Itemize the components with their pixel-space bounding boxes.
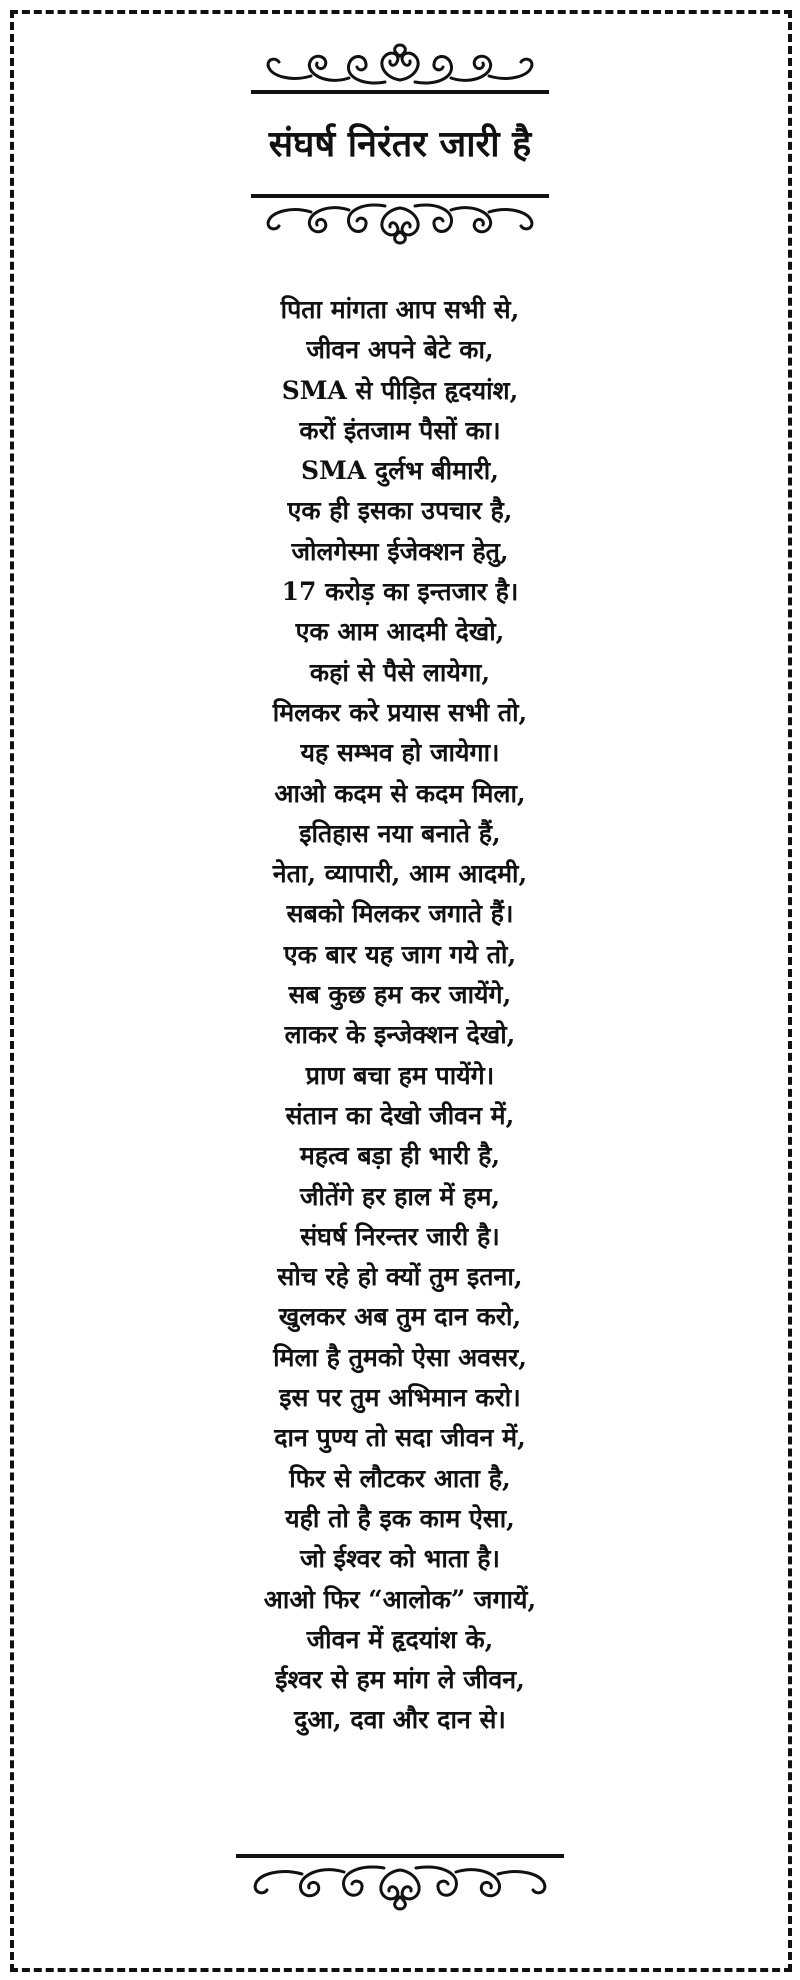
- poem-line: प्राण बचा हम पायेंगे।: [305, 1060, 495, 1090]
- poem-line: लाकर के इन्जेक्शन देखो,: [284, 1020, 516, 1050]
- poem-line: ईश्वर से हम मांग ले जीवन,: [275, 1665, 525, 1695]
- poem-line: महत्व बड़ा ही भारी है,: [299, 1141, 501, 1171]
- poem-line: आओ फिर “आलोक” जगायें,: [263, 1584, 537, 1614]
- title-ornament: [0, 190, 800, 246]
- poem-line: SMA से पीड़ित हृदयांश,: [281, 375, 519, 405]
- poem-line: खुलकर अब तुम दान करो,: [278, 1302, 522, 1332]
- poem-body: [0, 290, 800, 1741]
- poem-line: जीतेंगे हर हाल में हम,: [299, 1181, 501, 1211]
- bottom-ornament: [0, 1850, 800, 1912]
- poem-line: सब कुछ हम कर जायेंगे,: [288, 980, 512, 1010]
- poem-line: जीवन में हृदयांश के,: [306, 1624, 494, 1654]
- poem-line: नेता, व्यापारी, आम आदमी,: [272, 859, 528, 889]
- poem-line: फिर से लौटकर आता है,: [289, 1463, 511, 1493]
- poem-line: SMA दुर्लभ बीमारी,: [301, 456, 499, 486]
- floral-ornament-icon: [230, 1850, 570, 1912]
- poem-line: सबको मिलकर जगाते हैं।: [286, 899, 514, 929]
- poem-line: दुआ, दवा और दान से।: [294, 1705, 506, 1735]
- poem-line: इस पर तुम अभिमान करो।: [279, 1383, 521, 1413]
- poem-line: सोच रहे हो क्यों तुम इतना,: [277, 1262, 523, 1292]
- poem-line: इतिहास नया बनाते हैं,: [299, 818, 501, 848]
- poem-line: एक ही इसका उपचार है,: [287, 496, 513, 526]
- poem-line: जोलगेस्मा ईजेक्शन हेतु,: [291, 536, 509, 566]
- floral-ornament-icon: [245, 190, 555, 246]
- poem-line: आओ कदम से कदम मिला,: [274, 778, 526, 808]
- poem-line: यह सम्भव हो जायेगा।: [300, 738, 500, 768]
- poem-line: जो ईश्वर को भाता है।: [299, 1544, 501, 1574]
- poem-line: संतान का देखो जीवन में,: [285, 1100, 515, 1130]
- poem-line: दान पुण्य तो सदा जीवन में,: [274, 1423, 526, 1453]
- poem-line: मिलकर करे प्रयास सभी तो,: [272, 697, 528, 727]
- poem-line: यही तो है इक काम ऐसा,: [285, 1503, 515, 1533]
- poem-line: मिला है तुमको ऐसा अवसर,: [273, 1342, 527, 1372]
- poem-line: संघर्ष निरन्तर जारी है।: [300, 1221, 500, 1251]
- poem-line: जीवन अपने बेटे का,: [306, 335, 494, 365]
- poem-line: एक आम आदमी देखो,: [295, 617, 505, 647]
- poem-line: एक बार यह जाग गये तो,: [283, 939, 517, 969]
- poem-title: संघर्ष निरंतर जारी है: [268, 123, 532, 165]
- poem-line: करों इंतजाम पैसों का।: [299, 415, 501, 445]
- poem-line: कहां से पैसे लायेगा,: [309, 657, 491, 687]
- poem-line: 17 करोड़ का इन्तजार है।: [281, 577, 519, 607]
- poem-line: पिता मांगता आप सभी से,: [280, 295, 520, 324]
- floral-ornament-icon: [245, 42, 555, 98]
- top-ornament: [0, 42, 800, 98]
